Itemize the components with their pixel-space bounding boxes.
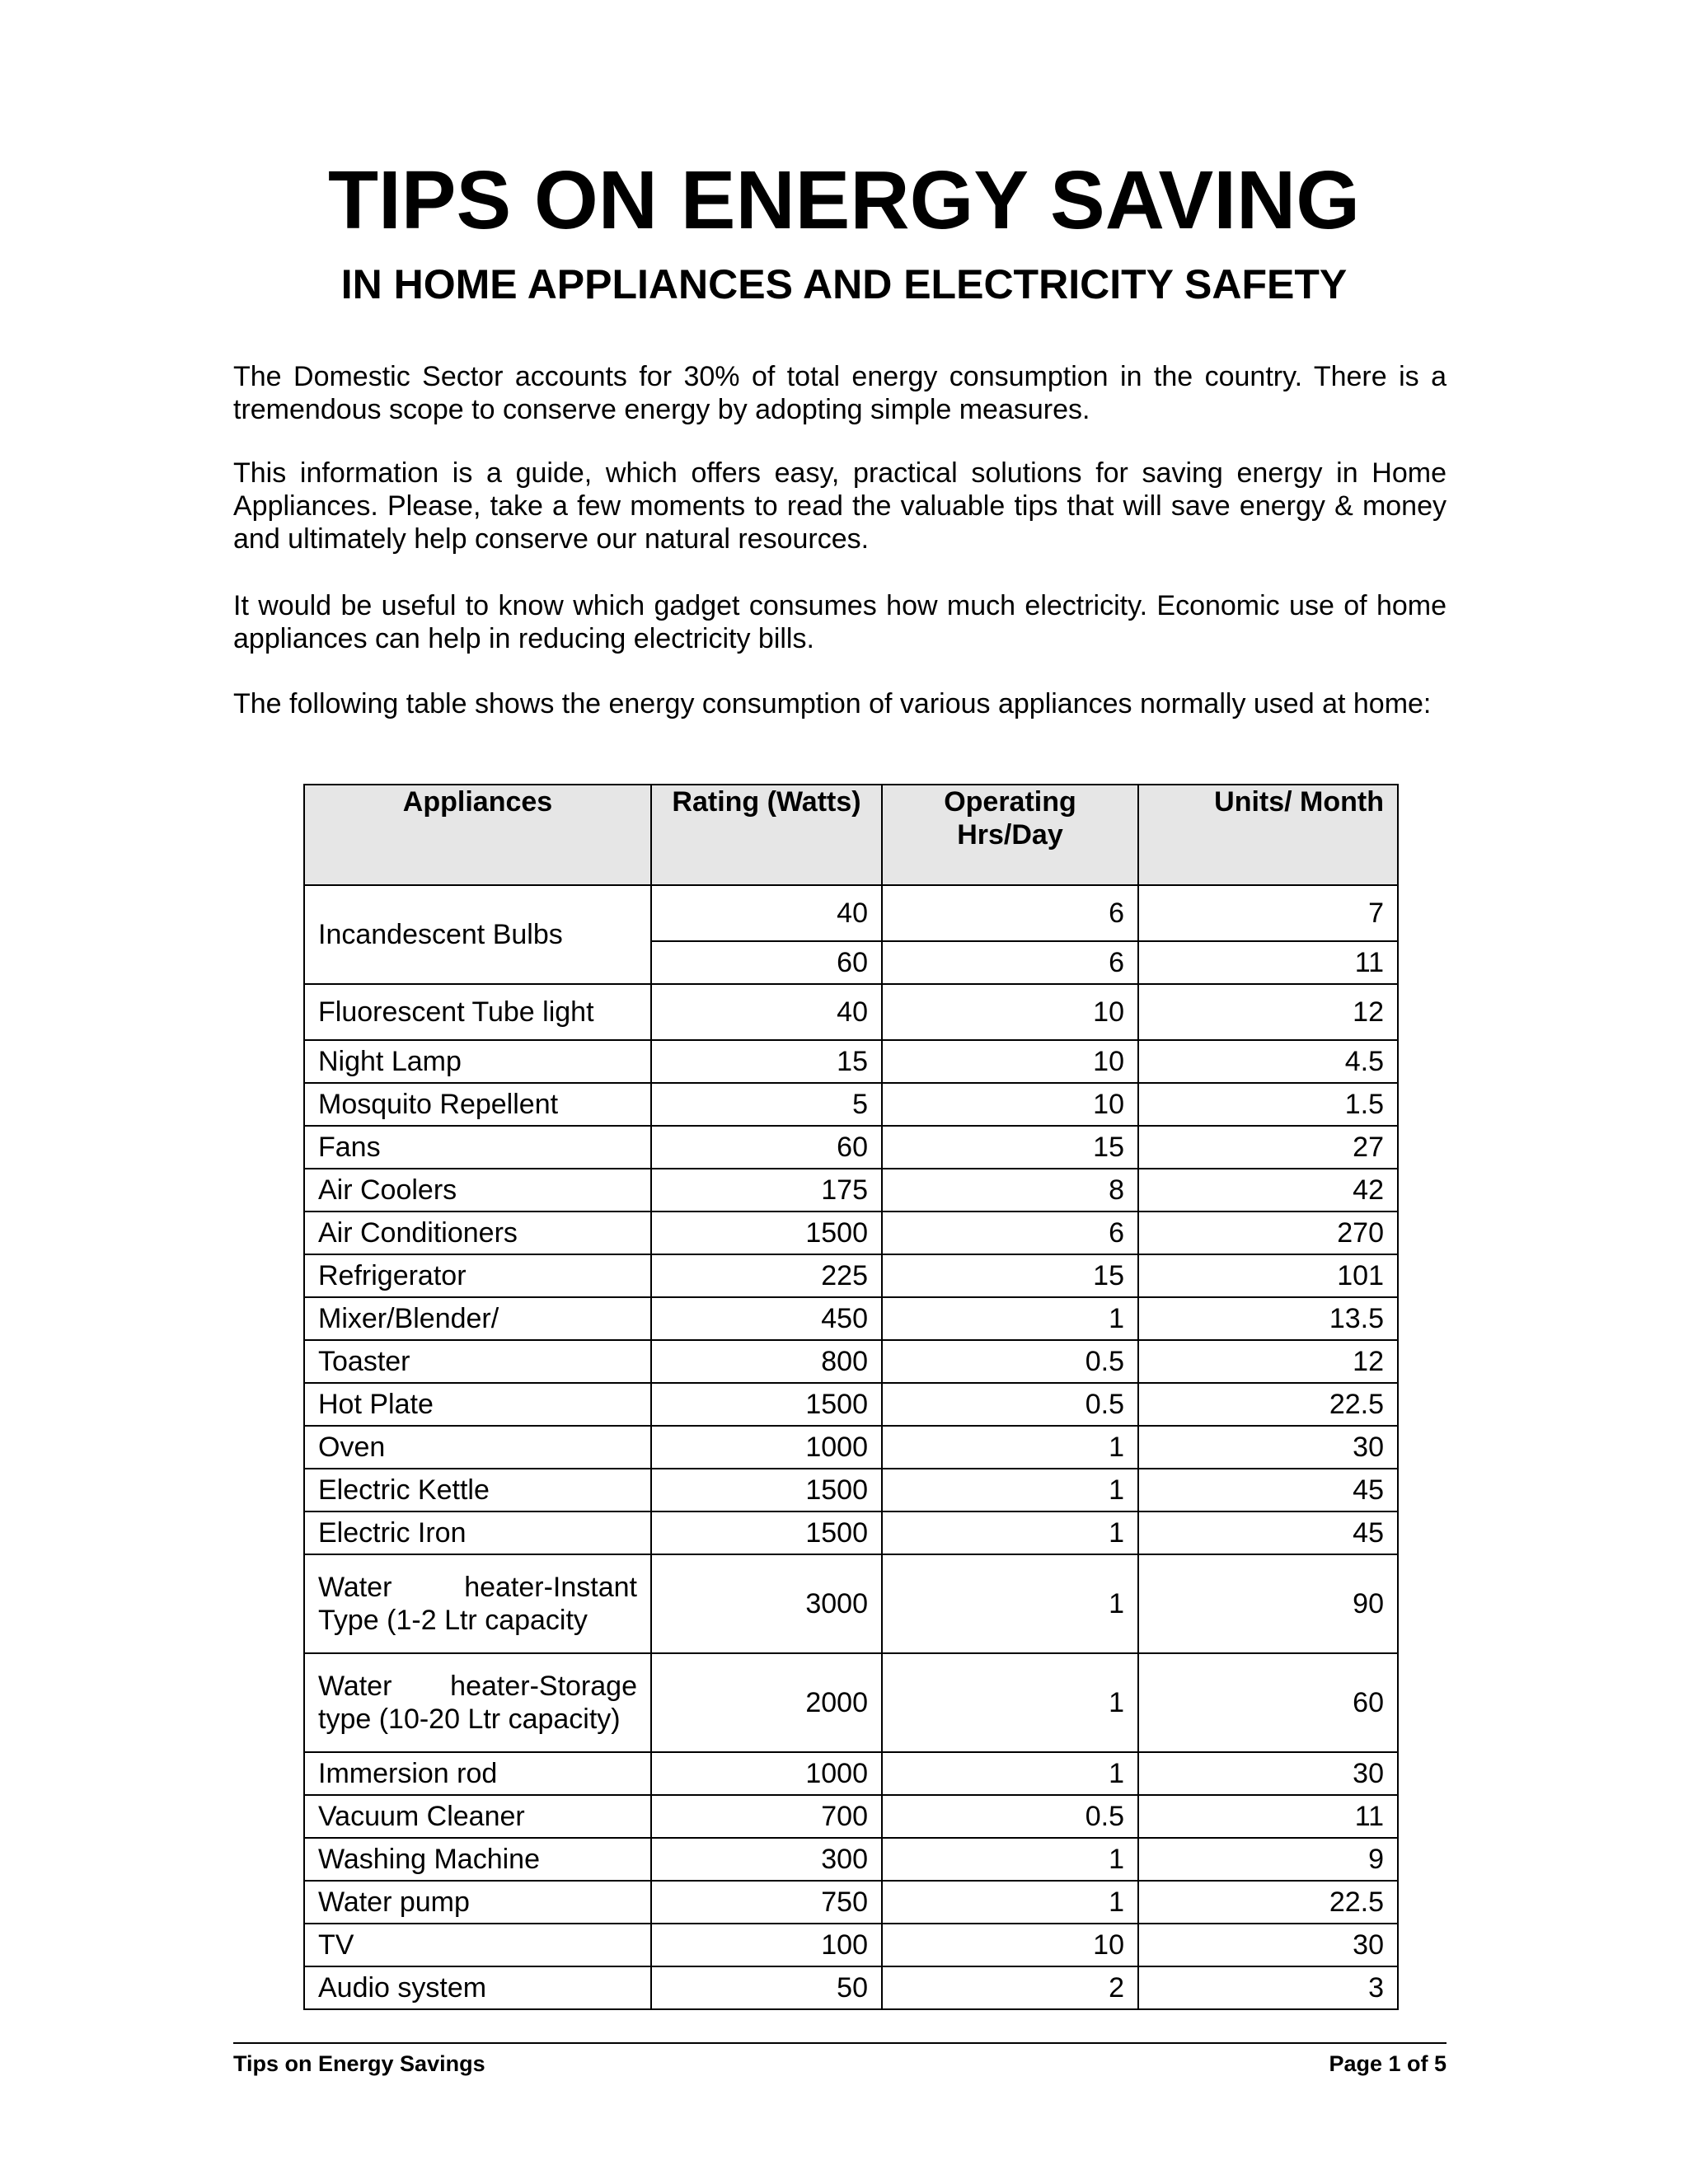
appliance-name: Washing Machine <box>304 1838 651 1881</box>
appliance-name: Mosquito Repellent <box>304 1083 651 1126</box>
table-body <box>304 885 1398 2009</box>
appliance-name: Vacuum Cleaner <box>304 1795 651 1838</box>
rating-cell: 1000 <box>651 1426 882 1469</box>
rating-cell: 1500 <box>651 1212 882 1254</box>
hours-cell: 1 <box>882 1426 1138 1469</box>
intro-paragraph-4: The following table shows the energy consumption of various appliances normally used at home: <box>233 688 1432 719</box>
hours-cell: 8 <box>882 1169 1138 1212</box>
table-row <box>304 1340 1398 1383</box>
hours-cell: 1 <box>882 1469 1138 1511</box>
appliance-name: Water pump <box>304 1881 651 1924</box>
appliance-name: Immersion rod <box>304 1752 651 1795</box>
appliance-name: Hot Plate <box>304 1383 651 1426</box>
rating-cell: 1500 <box>651 1383 882 1426</box>
units-cell: 27 <box>1138 1126 1398 1169</box>
hours-cell: 1 <box>882 1838 1138 1881</box>
rating-cell: 750 <box>651 1881 882 1924</box>
page-title: TIPS ON ENERGY SAVING <box>327 154 1361 246</box>
table-header-row <box>304 785 1398 885</box>
units-cell: 22.5 <box>1138 1383 1398 1426</box>
table-row <box>304 1795 1398 1838</box>
rating-cell: 175 <box>651 1169 882 1212</box>
units-cell: 11 <box>1138 1795 1398 1838</box>
table-row <box>304 885 1398 941</box>
rating-cell: 40 <box>651 984 882 1040</box>
units-cell: 3 <box>1138 1966 1398 2009</box>
units-cell: 22.5 <box>1138 1881 1398 1924</box>
rating-cell: 60 <box>651 941 882 984</box>
hours-cell: 15 <box>882 1126 1138 1169</box>
table-row <box>304 1297 1398 1340</box>
page-number: Page 1 of 5 <box>1329 2051 1447 2076</box>
hours-cell: 1 <box>882 1297 1138 1340</box>
table-row <box>304 1653 1398 1752</box>
rating-cell: 3000 <box>651 1554 882 1653</box>
units-cell: 42 <box>1138 1169 1398 1212</box>
footer-divider <box>233 2042 1447 2044</box>
intro-paragraph-1: The Domestic Sector accounts for 30% of total energy consumption in the country. There is a tremendous scope to conserve energy by adopting simple measures. <box>233 361 1447 425</box>
units-cell: 12 <box>1138 984 1398 1040</box>
hours-cell: 0.5 <box>882 1795 1138 1838</box>
appliance-name: Oven <box>304 1426 651 1469</box>
table-row <box>304 1083 1398 1126</box>
units-cell: 90 <box>1138 1554 1398 1653</box>
appliance-name: Air Conditioners <box>304 1212 651 1254</box>
hours-cell: 10 <box>882 1924 1138 1966</box>
units-cell: 30 <box>1138 1924 1398 1966</box>
units-cell: 9 <box>1138 1838 1398 1881</box>
appliance-name: Fluorescent Tube light <box>304 984 651 1040</box>
units-cell: 45 <box>1138 1511 1398 1554</box>
header-appliances: Appliances <box>304 785 651 885</box>
units-cell: 60 <box>1138 1653 1398 1752</box>
appliance-name: Electric Iron <box>304 1511 651 1554</box>
units-cell: 45 <box>1138 1469 1398 1511</box>
hours-cell: 6 <box>882 885 1138 941</box>
hours-cell: 0.5 <box>882 1383 1138 1426</box>
units-cell: 270 <box>1138 1212 1398 1254</box>
hours-cell: 1 <box>882 1752 1138 1795</box>
rating-cell: 50 <box>651 1966 882 2009</box>
table-row <box>304 1126 1398 1169</box>
units-cell: 7 <box>1138 885 1398 941</box>
hours-cell: 10 <box>882 984 1138 1040</box>
table-row <box>304 1212 1398 1254</box>
header-operating-hours: Operating Hrs/Day <box>882 785 1138 885</box>
hours-cell: 6 <box>882 1212 1138 1254</box>
header-rating: Rating (Watts) <box>651 785 882 885</box>
hours-cell: 2 <box>882 1966 1138 2009</box>
units-cell: 12 <box>1138 1340 1398 1383</box>
appliance-name: Water heater-Instant Type (1-2 Ltr capacity <box>304 1554 651 1653</box>
hours-cell: 0.5 <box>882 1340 1138 1383</box>
hours-cell: 10 <box>882 1040 1138 1083</box>
intro-paragraph-2: This information is a guide, which offers easy, practical solutions for saving energy in Home Appliances. Please, take a few moments to read the valuable tips that will save energy & money and ultimately help conserve our natural resources. <box>233 457 1447 555</box>
units-cell: 13.5 <box>1138 1297 1398 1340</box>
appliance-name: Air Coolers <box>304 1169 651 1212</box>
appliance-name: Refrigerator <box>304 1254 651 1297</box>
units-cell: 30 <box>1138 1752 1398 1795</box>
units-cell: 1.5 <box>1138 1083 1398 1126</box>
header-units-month: Units/ Month <box>1138 785 1398 885</box>
table-row <box>304 1966 1398 2009</box>
rating-cell: 100 <box>651 1924 882 1966</box>
appliance-name: Night Lamp <box>304 1040 651 1083</box>
appliance-name: Toaster <box>304 1340 651 1383</box>
appliance-name: Audio system <box>304 1966 651 2009</box>
units-cell: 30 <box>1138 1426 1398 1469</box>
appliance-consumption-table <box>303 784 1399 2010</box>
table-row <box>304 1469 1398 1511</box>
table-row <box>304 1752 1398 1795</box>
hours-cell: 1 <box>882 1653 1138 1752</box>
hours-cell: 6 <box>882 941 1138 984</box>
hours-cell: 1 <box>882 1511 1138 1554</box>
table-row <box>304 1040 1398 1083</box>
hours-cell: 10 <box>882 1083 1138 1126</box>
appliance-name: TV <box>304 1924 651 1966</box>
table-row <box>304 1924 1398 1966</box>
appliance-name: Electric Kettle <box>304 1469 651 1511</box>
table-row <box>304 1169 1398 1212</box>
hours-cell: 15 <box>882 1254 1138 1297</box>
rating-cell: 450 <box>651 1297 882 1340</box>
appliance-name: Fans <box>304 1126 651 1169</box>
rating-cell: 800 <box>651 1340 882 1383</box>
units-cell: 101 <box>1138 1254 1398 1297</box>
intro-paragraph-3: It would be useful to know which gadget consumes how much electricity. Economic use of home appliances can help in reducing electricity bills. <box>233 590 1447 654</box>
table-row <box>304 1554 1398 1653</box>
table-row <box>304 1838 1398 1881</box>
table-row <box>304 1426 1398 1469</box>
appliance-name: Incandescent Bulbs <box>304 885 651 984</box>
table-row <box>304 984 1398 1040</box>
units-cell: 4.5 <box>1138 1040 1398 1083</box>
rating-cell: 300 <box>651 1838 882 1881</box>
appliance-name: Water heater-Storage type (10-20 Ltr capacity) <box>304 1653 651 1752</box>
rating-cell: 2000 <box>651 1653 882 1752</box>
hours-cell: 1 <box>882 1881 1138 1924</box>
rating-cell: 1000 <box>651 1752 882 1795</box>
table-row <box>304 1254 1398 1297</box>
rating-cell: 40 <box>651 885 882 941</box>
rating-cell: 1500 <box>651 1511 882 1554</box>
rating-cell: 1500 <box>651 1469 882 1511</box>
rating-cell: 15 <box>651 1040 882 1083</box>
footer-title: Tips on Energy Savings <box>233 2051 485 2076</box>
page-subtitle: IN HOME APPLIANCES AND ELECTRICITY SAFETY <box>340 261 1348 307</box>
appliance-name: Mixer/Blender/ <box>304 1297 651 1340</box>
table-row <box>304 1511 1398 1554</box>
hours-cell: 1 <box>882 1554 1138 1653</box>
rating-cell: 700 <box>651 1795 882 1838</box>
rating-cell: 60 <box>651 1126 882 1169</box>
table-row <box>304 1881 1398 1924</box>
rating-cell: 225 <box>651 1254 882 1297</box>
rating-cell: 5 <box>651 1083 882 1126</box>
units-cell: 11 <box>1138 941 1398 984</box>
table-row <box>304 1383 1398 1426</box>
